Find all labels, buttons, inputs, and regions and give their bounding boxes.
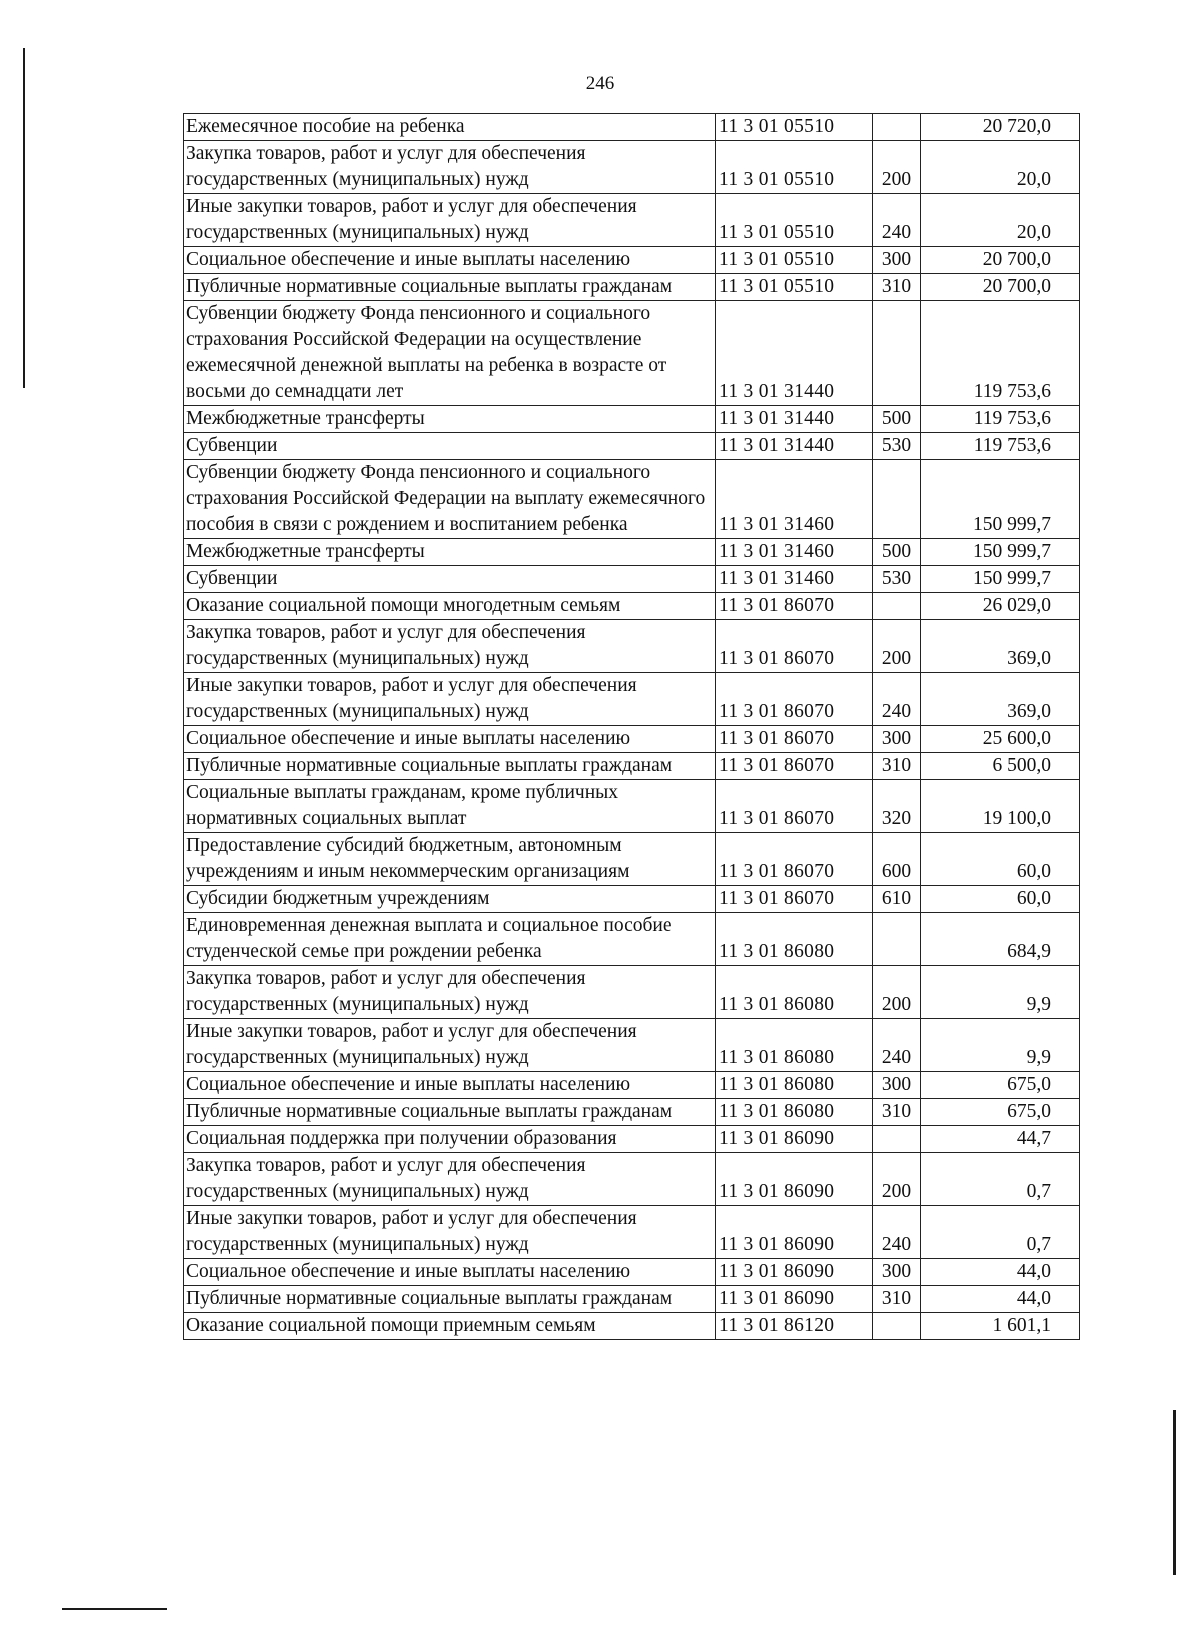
row-code-cell: 11 3 01 86070	[716, 620, 873, 673]
row-vr-cell: 200	[873, 141, 921, 194]
table-row	[184, 274, 1080, 301]
row-code-cell: 11 3 01 86070	[716, 726, 873, 753]
row-vr-cell: 240	[873, 1206, 921, 1259]
table-row	[184, 726, 1080, 753]
row-sum-cell: 60,0	[921, 833, 1080, 886]
row-code-cell: 11 3 01 86070	[716, 833, 873, 886]
row-name-cell: Межбюджетные трансферты	[184, 539, 716, 566]
table-row	[184, 1286, 1080, 1313]
row-name-cell: Иные закупки товаров, работ и услуг для обеспечения государственных (муниципальных) нужд	[184, 194, 716, 247]
row-vr-cell	[873, 301, 921, 406]
table-row	[184, 406, 1080, 433]
row-sum-cell: 9,9	[921, 1019, 1080, 1072]
row-sum-cell: 119 753,6	[921, 406, 1080, 433]
page-number: 246	[585, 73, 615, 94]
table-row	[184, 753, 1080, 780]
row-code-cell: 11 3 01 05510	[716, 194, 873, 247]
row-code-cell: 11 3 01 05510	[716, 274, 873, 301]
row-vr-cell: 310	[873, 753, 921, 780]
table-row	[184, 913, 1080, 966]
table-row	[184, 194, 1080, 247]
row-code-cell: 11 3 01 31460	[716, 566, 873, 593]
row-name-cell: Закупка товаров, работ и услуг для обеспечения государственных (муниципальных) нужд	[184, 141, 716, 194]
row-sum-cell: 369,0	[921, 620, 1080, 673]
scan-margin-line-bottom	[62, 1608, 167, 1610]
row-sum-cell: 44,7	[921, 1126, 1080, 1153]
row-code-cell: 11 3 01 86080	[716, 966, 873, 1019]
row-sum-cell: 150 999,7	[921, 566, 1080, 593]
row-name-cell: Единовременная денежная выплата и социальное пособие студенческой семье при рождении ребенка	[184, 913, 716, 966]
row-name-cell: Предоставление субсидий бюджетным, автономным учреждениям и иным некоммерческим организациям	[184, 833, 716, 886]
row-name-cell: Субвенции	[184, 566, 716, 593]
row-name-cell: Социальные выплаты гражданам, кроме публичных нормативных социальных выплат	[184, 780, 716, 833]
row-code-cell: 11 3 01 86070	[716, 780, 873, 833]
row-vr-cell: 610	[873, 886, 921, 913]
row-name-cell: Социальное обеспечение и иные выплаты населению	[184, 1259, 716, 1286]
row-sum-cell: 0,7	[921, 1206, 1080, 1259]
row-code-cell: 11 3 01 86080	[716, 1099, 873, 1126]
row-code-cell: 11 3 01 31440	[716, 406, 873, 433]
table-row	[184, 673, 1080, 726]
row-code-cell: 11 3 01 86080	[716, 1019, 873, 1072]
budget-table	[183, 113, 1080, 1340]
table-row	[184, 620, 1080, 673]
row-name-cell: Оказание социальной помощи приемным семьям	[184, 1313, 716, 1340]
table-row	[184, 1099, 1080, 1126]
row-code-cell: 11 3 01 86090	[716, 1206, 873, 1259]
table-row	[184, 1313, 1080, 1340]
row-name-cell: Ежемесячное пособие на ребенка	[184, 114, 716, 141]
row-name-cell: Субвенции бюджету Фонда пенсионного и социального страхования Российской Федерации на выплату ежемесячного пособия в связи с рождением и воспитанием ребенка	[184, 460, 716, 539]
row-sum-cell: 60,0	[921, 886, 1080, 913]
row-code-cell: 11 3 01 05510	[716, 141, 873, 194]
row-name-cell: Закупка товаров, работ и услуг для обеспечения государственных (муниципальных) нужд	[184, 620, 716, 673]
row-sum-cell: 675,0	[921, 1099, 1080, 1126]
table-row	[184, 1019, 1080, 1072]
row-vr-cell: 600	[873, 833, 921, 886]
row-name-cell: Субвенции	[184, 433, 716, 460]
row-sum-cell: 119 753,6	[921, 301, 1080, 406]
row-sum-cell: 20,0	[921, 194, 1080, 247]
row-code-cell: 11 3 01 86070	[716, 753, 873, 780]
row-code-cell: 11 3 01 05510	[716, 247, 873, 274]
row-vr-cell: 240	[873, 1019, 921, 1072]
row-sum-cell: 20,0	[921, 141, 1080, 194]
table-row	[184, 1206, 1080, 1259]
table-row	[184, 141, 1080, 194]
row-vr-cell: 530	[873, 566, 921, 593]
row-vr-cell: 300	[873, 247, 921, 274]
table-row	[184, 539, 1080, 566]
table-row	[184, 1126, 1080, 1153]
table-row	[184, 566, 1080, 593]
row-sum-cell: 9,9	[921, 966, 1080, 1019]
row-code-cell: 11 3 01 86070	[716, 886, 873, 913]
row-vr-cell	[873, 913, 921, 966]
row-sum-cell: 25 600,0	[921, 726, 1080, 753]
row-sum-cell: 6 500,0	[921, 753, 1080, 780]
table-row	[184, 780, 1080, 833]
row-name-cell: Публичные нормативные социальные выплаты гражданам	[184, 274, 716, 301]
row-name-cell: Оказание социальной помощи многодетным семьям	[184, 593, 716, 620]
table-row	[184, 433, 1080, 460]
row-vr-cell	[873, 1313, 921, 1340]
row-code-cell: 11 3 01 86090	[716, 1153, 873, 1206]
row-sum-cell: 44,0	[921, 1286, 1080, 1313]
row-vr-cell: 500	[873, 539, 921, 566]
row-code-cell: 11 3 01 86080	[716, 913, 873, 966]
row-sum-cell: 150 999,7	[921, 460, 1080, 539]
row-sum-cell: 20 700,0	[921, 247, 1080, 274]
row-name-cell: Иные закупки товаров, работ и услуг для обеспечения государственных (муниципальных) нужд	[184, 673, 716, 726]
row-name-cell: Межбюджетные трансферты	[184, 406, 716, 433]
row-name-cell: Закупка товаров, работ и услуг для обеспечения государственных (муниципальных) нужд	[184, 1153, 716, 1206]
row-sum-cell: 44,0	[921, 1259, 1080, 1286]
row-vr-cell: 300	[873, 1259, 921, 1286]
budget-table-body	[184, 114, 1080, 1340]
row-sum-cell: 675,0	[921, 1072, 1080, 1099]
row-sum-cell: 0,7	[921, 1153, 1080, 1206]
row-code-cell: 11 3 01 86070	[716, 593, 873, 620]
row-vr-cell: 500	[873, 406, 921, 433]
row-sum-cell: 1 601,1	[921, 1313, 1080, 1340]
row-vr-cell	[873, 1126, 921, 1153]
row-code-cell: 11 3 01 86120	[716, 1313, 873, 1340]
row-vr-cell: 310	[873, 274, 921, 301]
scan-margin-line-right	[1173, 1410, 1176, 1575]
row-name-cell: Социальная поддержка при получении образования	[184, 1126, 716, 1153]
row-vr-cell: 310	[873, 1099, 921, 1126]
table-row	[184, 301, 1080, 406]
table-row	[184, 1153, 1080, 1206]
row-name-cell: Субсидии бюджетным учреждениям	[184, 886, 716, 913]
row-sum-cell: 19 100,0	[921, 780, 1080, 833]
row-code-cell: 11 3 01 05510	[716, 114, 873, 141]
table-row	[184, 1259, 1080, 1286]
row-vr-cell: 200	[873, 620, 921, 673]
row-code-cell: 11 3 01 86090	[716, 1259, 873, 1286]
row-sum-cell: 369,0	[921, 673, 1080, 726]
row-sum-cell: 119 753,6	[921, 433, 1080, 460]
row-vr-cell: 240	[873, 194, 921, 247]
row-code-cell: 11 3 01 86070	[716, 673, 873, 726]
row-sum-cell: 684,9	[921, 913, 1080, 966]
row-name-cell: Иные закупки товаров, работ и услуг для обеспечения государственных (муниципальных) нужд	[184, 1206, 716, 1259]
table-row	[184, 114, 1080, 141]
row-name-cell: Социальное обеспечение и иные выплаты населению	[184, 1072, 716, 1099]
row-vr-cell: 300	[873, 726, 921, 753]
table-row	[184, 460, 1080, 539]
row-name-cell: Социальное обеспечение и иные выплаты населению	[184, 247, 716, 274]
row-code-cell: 11 3 01 31440	[716, 433, 873, 460]
row-vr-cell: 530	[873, 433, 921, 460]
row-vr-cell: 300	[873, 1072, 921, 1099]
row-code-cell: 11 3 01 31460	[716, 460, 873, 539]
row-name-cell: Закупка товаров, работ и услуг для обеспечения государственных (муниципальных) нужд	[184, 966, 716, 1019]
row-code-cell: 11 3 01 86090	[716, 1126, 873, 1153]
row-sum-cell: 20 700,0	[921, 274, 1080, 301]
row-code-cell: 11 3 01 86080	[716, 1072, 873, 1099]
row-vr-cell: 310	[873, 1286, 921, 1313]
row-vr-cell: 240	[873, 673, 921, 726]
scan-margin-line-left	[23, 48, 25, 388]
row-code-cell: 11 3 01 86090	[716, 1286, 873, 1313]
table-row	[184, 833, 1080, 886]
row-name-cell: Публичные нормативные социальные выплаты гражданам	[184, 753, 716, 780]
row-name-cell: Иные закупки товаров, работ и услуг для обеспечения государственных (муниципальных) нужд	[184, 1019, 716, 1072]
row-code-cell: 11 3 01 31460	[716, 539, 873, 566]
row-vr-cell	[873, 593, 921, 620]
table-row	[184, 1072, 1080, 1099]
row-vr-cell: 200	[873, 966, 921, 1019]
table-row	[184, 593, 1080, 620]
row-vr-cell: 320	[873, 780, 921, 833]
row-vr-cell	[873, 460, 921, 539]
row-vr-cell: 200	[873, 1153, 921, 1206]
table-row	[184, 966, 1080, 1019]
row-vr-cell	[873, 114, 921, 141]
row-name-cell: Публичные нормативные социальные выплаты гражданам	[184, 1286, 716, 1313]
row-name-cell: Социальное обеспечение и иные выплаты населению	[184, 726, 716, 753]
row-sum-cell: 150 999,7	[921, 539, 1080, 566]
row-code-cell: 11 3 01 31440	[716, 301, 873, 406]
table-row	[184, 886, 1080, 913]
table-row	[184, 247, 1080, 274]
row-sum-cell: 20 720,0	[921, 114, 1080, 141]
row-sum-cell: 26 029,0	[921, 593, 1080, 620]
row-name-cell: Публичные нормативные социальные выплаты гражданам	[184, 1099, 716, 1126]
row-name-cell: Субвенции бюджету Фонда пенсионного и социального страхования Российской Федерации на осуществление ежемесячной денежной выплаты на ребенка в возрасте от восьми до семнадцати лет	[184, 301, 716, 406]
